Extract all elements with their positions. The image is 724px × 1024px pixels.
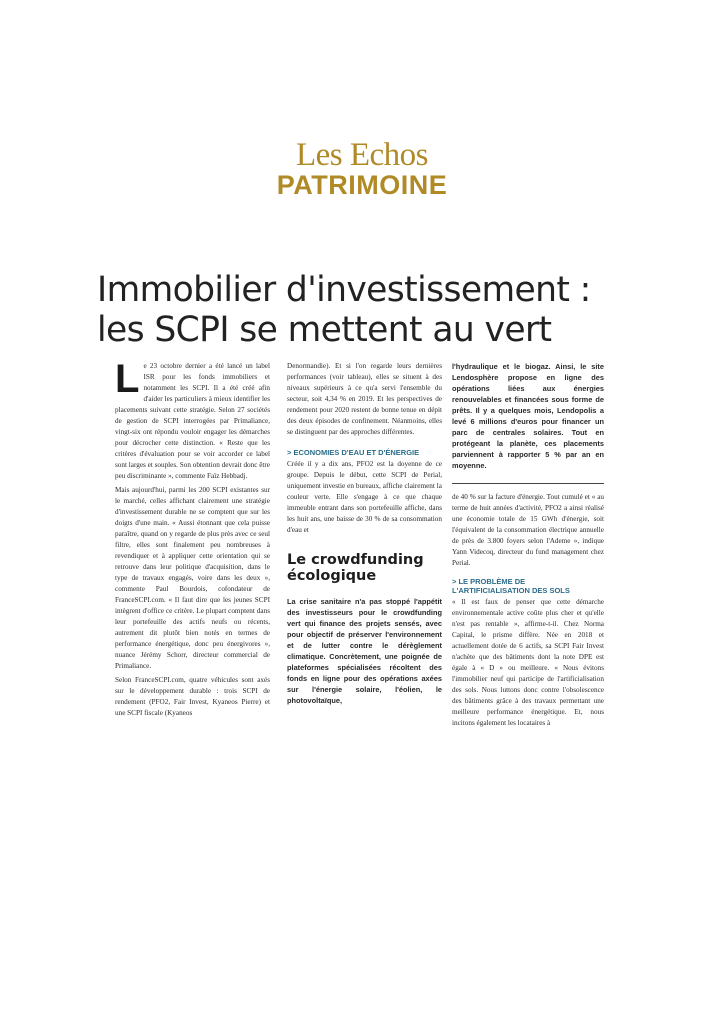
headline-line-1: Immobilier d'investissement : xyxy=(97,270,591,310)
headline-line-2: les SCPI se mettent au vert xyxy=(97,310,552,350)
col3-paragraph-1: l'hydraulique et le biogaz. Ainsi, le site Lendosphère propose en ligne des opérations liées aux énergies renouvelables et financées sous forme de prêts. Il y a quelques mois, Lendopolis a levé 6 millions d'euros pour financer un parc de centrales solaires. Tout en protégeant la planète, ces placements parviennent à rapporter 5 % par an en moyenne. xyxy=(452,362,604,470)
article-headline xyxy=(97,270,657,350)
column-divider xyxy=(452,483,604,484)
col1-paragraph-2: Mais aujourd'hui, parmi les 200 SCPI existantes sur le marché, celles affichant clairement une stratégie d'investissement durable ne se comptent que sur les doigts d'une main. « Aussi étonnant que cela puisse paraître, quand on y regarde de plus près avec ce seul filtre, elles sont finalement peu nombreuses à revendiquer et à appliquer cette orientation qui se retrouve dans leur politique d'acquisition, dans le type de travaux engagés, voire dans les deux », commente Paul Bourdois, cofondateur de FranceSCPI.com. « Il faut dire que les jeunes SCPI intègrent d'office ce critère. Le plupart comptent dans leur portefeuille des actifs neufs ou récents, autrement dit plutôt bien notés en termes de performance énergétique, donc peu énergivores », nuance Jérémy Schorr, directeur commercial de Primaliance. xyxy=(115,486,270,670)
article-column-1 xyxy=(115,357,270,722)
col2-paragraph-2: Créée il y a dix ans, PFO2 est la doyenne de ce groupe. Depuis le début, cette SCPI de Perial, uniquement investie en bureaux, affiche clairement la couleur verte. Elle s'engage à ce que chaque immeuble entrant dans son portefeuille affiche, dans les huit ans, une baisse de 30 % de sa consommation d'eau et xyxy=(287,460,442,534)
col2-paragraph-1: Denormandie). Et si l'on regarde leurs dernières performances (voir tableau), elles se situent à des niveaux supérieurs à ce qu'a servi l'ensemble du secteur, soit 4,34 % en 2019. Et les perspectives de rendement pour 2020 restent de bonne tenue en dépit des deux épisodes de confinement. Néanmoins, elles se distinguent par des approches différentes. xyxy=(287,362,442,436)
article-column-2 xyxy=(287,361,442,709)
col1-paragraph-3: Selon FranceSCPI.com, quatre véhicules sont axés sur le développement durable : trois SCPI de rendement (PFO2, Fair Invest, Kyaneos Pierre) et une SCPI fiscale (Kyaneos xyxy=(115,676,270,717)
masthead-line-1: Les Echos xyxy=(295,137,429,173)
col3-paragraph-3: « Il est faux de penser que cette démarche environnementale active coûte plus cher et qu'elle n'est pas rentable », affirme-t-il. Chez Norma Capital, le prisme diffère. Née en 2018 et actuellement dotée de 6 actifs, sa SCPI Fair Invest n'achète que des bâtiments dont la note DPE est égale à « D » ou meilleure. « Nous évitons l'immobilier neuf qui participe de l'artificialisation des sols. Nous luttons donc contre l'obsolescence des bâtiments grâce à des travaux permettant une meilleure performance énergétique. Et, nous incitons également les locataires à xyxy=(452,598,604,727)
masthead-line-2: PATRIMOINE xyxy=(276,170,448,200)
col2-paragraph-3: La crise sanitaire n'a pas stoppé l'appétit des investisseurs pour le crowdfunding vert qui finance des projets sensés, avec pour objectif de préserver l'environnement et de lutter contre le dérèglement climatique. Concrètement, une poignée de plateformes spécialisées récoltent des fonds en ligne pour des opérations axées sur l'énergie solaire, l'éolien, le photovoltaïque, xyxy=(287,597,442,705)
col3-paragraph-2: de 40 % sur la facture d'énergie. Tout cumulé et « au terme de huit années d'activité, PFO2 a ainsi réalisé une économie totale de 15 GWh d'énergie, soit l'équivalent de la consommation électrique annuelle de près de 3.800 foyers selon l'Ademe », indique Yann Videcoq, directeur du fund management chez Perial. xyxy=(452,493,604,567)
masthead-logo xyxy=(0,137,724,200)
subheading-artificialisation: > LE PROBLÈME DE L'ARTIFICIALISATION DES SOLS xyxy=(452,577,570,595)
subheading-economies: > ECONOMIES D'EAU ET D'ÉNERGIE xyxy=(287,448,420,457)
col1-paragraph-1: e 23 octobre dernier a été lancé un label ISR pour les fonds immobiliers et notamment les SCPI. Il a été créé afin d'aider les particuliers à mieux identifier les placements suivant cette stratégie. Selon 27 sociétés de gestion de SCPI interrogées par Primaliance, vingt-six ont répondu vouloir engager les démarches pour décrocher cette distinction. « Reste que les critères d'évaluation pour se voir accorder ce label sont larges et souples. Son obtention devrait donc être peu discriminante », commente Faïz Hebbadj. xyxy=(115,362,270,480)
drop-cap: L xyxy=(115,357,140,401)
section-title-crowdfunding: Le crowdfunding écologique xyxy=(287,552,424,584)
article-column-3 xyxy=(452,361,604,732)
